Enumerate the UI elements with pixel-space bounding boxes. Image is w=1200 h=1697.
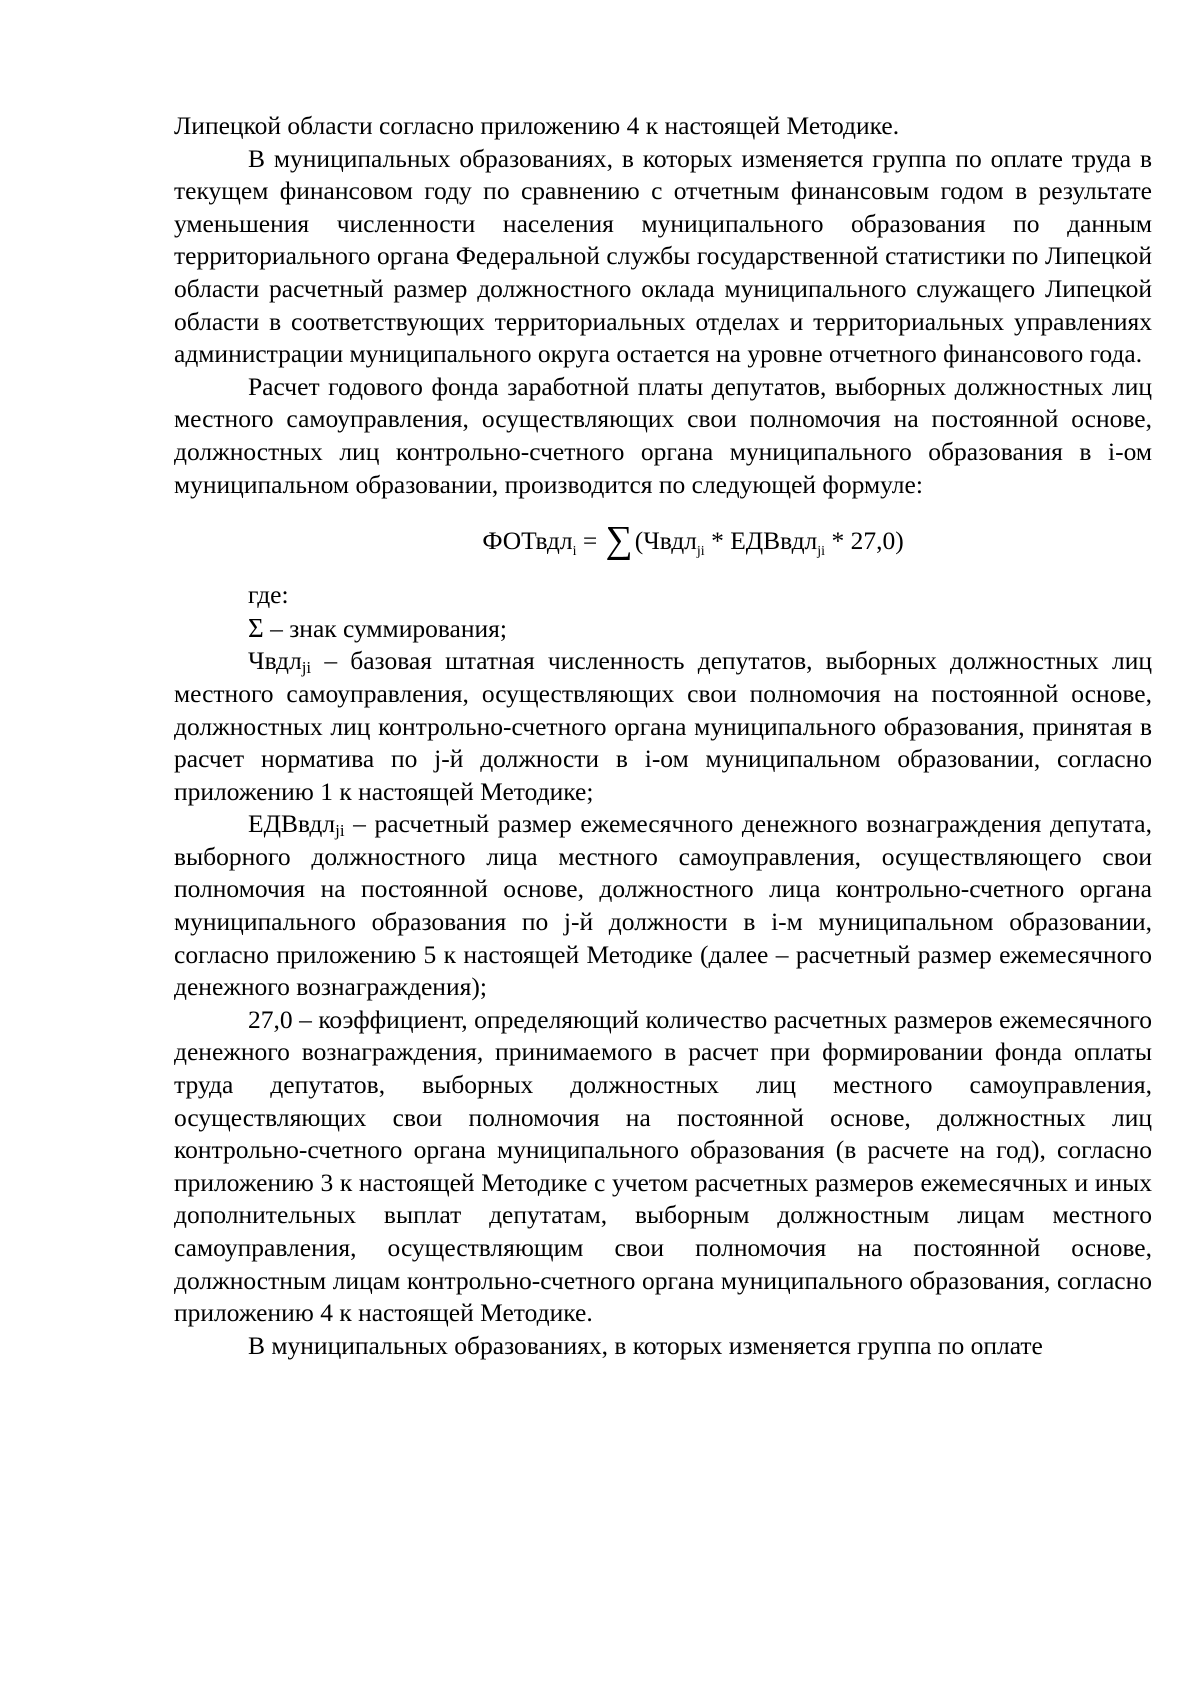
- definition-headcount-term: Чвдл: [248, 646, 302, 676]
- formula: [174, 501, 1152, 579]
- formula-close: * 27,0): [825, 526, 904, 556]
- paragraph-fund-calculation: Расчет годового фонда заработной платы депутатов, выборных должностных лиц местного самоуправления, осуществляющих свои полномочия на постоянной основе, должностных лиц контрольно-счетного органа муниципального образования в i-ом муниципальном образовании, производится по следующей формуле:: [174, 371, 1152, 499]
- formula-equals: =: [576, 526, 604, 556]
- formula-lhs: ФОТвдл: [482, 526, 573, 556]
- definition-monthly-reward: [174, 808, 1152, 1004]
- paragraph-salary-group-change: В муниципальных образованиях, в которых изменяется группа по оплате труда в текущем финансовом году по сравнению с отчетным финансовым годом в результате уменьшения численности населения муниципального образования по данным территориального органа Федеральной службы государственной статистики по Липецкой области расчетный размер должностного оклада муниципального служащего Липецкой области в соответствующих территориальных отделах и территориальных управлениях администрации муниципального округа остается на уровне отчетного финансового года.: [174, 143, 1152, 369]
- document-body: [174, 110, 1152, 1362]
- paragraph-salary-group-change-repeat: В муниципальных образованиях, в которых изменяется группа по оплате: [248, 1330, 1043, 1360]
- definition-monthly-reward-subscript: ji: [335, 821, 345, 841]
- formula-mid: * ЕДВвдл: [704, 526, 818, 556]
- definition-monthly-reward-term: ЕДВвдл: [248, 809, 336, 839]
- where-label: где:: [248, 580, 289, 610]
- formula-subscript-1: ji: [696, 544, 705, 560]
- definition-sum: [174, 612, 1152, 646]
- definition-headcount-subscript: ji: [301, 658, 312, 678]
- paragraph-continuation: Липецкой области согласно приложению 4 к настоящей Методике.: [174, 111, 900, 140]
- formula-lhs-subscript: i: [572, 544, 577, 560]
- definition-headcount-text: – базовая штатная численность депутатов, выборных должностных лиц местного самоуправления, осуществляющих свои полномочия на постоянной основе, должностных лиц контрольно-счетного органа муниципального образования, принятая в расчет норматива по j-й должности в i-ом муниципальном образовании, согласно приложению 1 к настоящей Методике;: [174, 646, 1152, 806]
- definition-headcount: [174, 645, 1152, 808]
- definition-sum-text: – знак суммирования;: [263, 613, 507, 643]
- formula-subscript-2: ji: [817, 544, 826, 560]
- definition-coefficient: 27,0 – коэффициент, определяющий количество расчетных размеров ежемесячного денежного вознаграждения, принимаемого в расчет при формировании фонда оплаты труда депутатов, выборных должностных лиц местного самоуправления, осуществляющих свои полномочия на постоянной основе, должностных лиц контрольно-счетного органа муниципального образования (в расчете на год), согласно приложению 3 к настоящей Методике с учетом расчетных размеров ежемесячных и иных дополнительных выплат депутатам, выборным должностным лицам местного самоуправления, осуществляющим свои полномочия на постоянной основе, должностным лицам контрольно-счетного органа муниципального образования, согласно приложению 4 к настоящей Методике.: [174, 1004, 1152, 1328]
- definition-monthly-reward-text: – расчетный размер ежемесячного денежного вознаграждения депутата, выборного должностного лица местного самоуправления, осуществляющего свои полномочия на постоянной основе, должностного лица контрольно-счетного органа муниципального образования по j-й должности в i-м муниципальном образовании, согласно приложению 5 к настоящей Методике (далее – расчетный размер ежемесячного денежного вознаграждения);: [174, 809, 1152, 1002]
- summation-sign: ∑: [605, 519, 633, 562]
- formula-open: (Чвдл: [634, 526, 697, 556]
- sigma-symbol: Σ: [248, 612, 264, 643]
